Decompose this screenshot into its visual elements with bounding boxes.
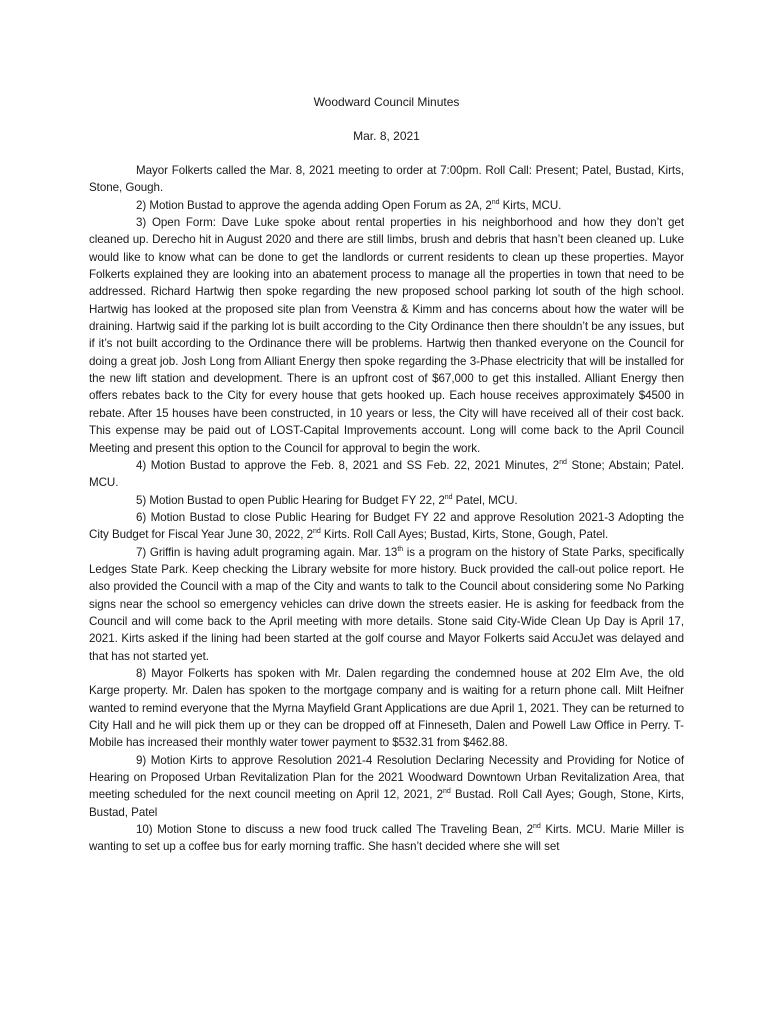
minutes-paragraph: 8) Mayor Folkerts has spoken with Mr. Dalen regarding the condemned house at 202 Elm Ave, the old Karge property. Mr. Dalen has spoken to the mortgage company and is waiting for a return phone call. Milt Heifner wanted to remind everyone that the Myrna Mayfield Grant Applications are due April 1, 2021. They can be returned to City Hall and he will pick them up or they can be dropped off at Finneseth, Dalen and Powell Law Office in Perry. T-Mobile has increased their monthly water tower payment to $532.31 from $462.88. — [89, 666, 684, 750]
paragraph-text: Kirts, MCU. — [499, 198, 562, 212]
ordinal-suffix: nd — [313, 528, 321, 536]
paragraph-text: 4) Motion Bustad to approve the Feb. 8, 2021 and SS Feb. 22, 2021 Minutes, 2 — [136, 458, 560, 472]
ordinal-suffix: nd — [559, 458, 567, 466]
paragraph-text: 2) Motion Bustad to approve the agenda adding Open Forum as 2A, 2 — [136, 198, 492, 212]
meeting-date: Mar. 8, 2021 — [353, 129, 420, 143]
minutes-body — [89, 162, 684, 856]
minutes-paragraph — [89, 492, 684, 509]
document-title: Woodward Council Minutes — [313, 95, 460, 109]
paragraph-text: Stone; Abstain; Patel. MCU. — [89, 458, 684, 490]
minutes-paragraph: Mayor Folkerts called the Mar. 8, 2021 meeting to order at 7:00pm. Roll Call: Present; Patel, Bustad, Kirts, Stone, Gough. — [89, 164, 684, 195]
paragraph-text: 5) Motion Bustad to open Public Hearing for Budget FY 22, 2 — [136, 493, 445, 507]
ordinal-suffix: nd — [444, 493, 453, 501]
minutes-paragraph — [89, 457, 684, 492]
paragraph-text: Bustad. Roll Call Ayes; Gough, Stone, Kirts, Bustad, Patel — [89, 788, 684, 819]
paragraph-text: Patel, MCU. — [452, 493, 518, 507]
minutes-paragraph — [89, 544, 684, 665]
paragraph-text: 10) Motion Stone to discuss a new food truck called The Traveling Bean, 2 — [136, 823, 534, 837]
paragraph-text: 9) Motion Kirts to approve Resolution 2021-4 Resolution Declaring Necessity and Providing for Notice of Hearing on Proposed Urban Revitalization Plan for the 2021 Woodward Downtown Urban Revitalization Area, that meeting scheduled for the next council meeting on April 12, 2021, 2 — [89, 753, 684, 802]
ordinal-suffix: nd — [533, 823, 541, 831]
paragraph-text: Kirts. MCU. Marie Miller is wanting to set up a coffee bus for early morning traffic. She hasn’t decided where she will set — [89, 823, 684, 854]
minutes-paragraph — [89, 821, 684, 856]
paragraph-text: 7) Griffin is having adult programing again. Mar. 13 — [136, 545, 398, 559]
ordinal-suffix: th — [397, 545, 404, 553]
minutes-paragraph: 3) Open Form: Dave Luke spoke about rental properties in his neighborhood and how they don’t get cleaned up. Derecho hit in August 2020 and there are still limbs, brush and debris that hasn’t been cleaned up. Luke would like to know what can be done to get the landlords or current residents to clean up these properties. Mayor Folkerts explained they are looking into an abatement process to manage all the properties in town that need to be addressed. Richard Hartwig then spoke regarding the new proposed school parking lot south of the high school. Hartwig has looked at the proposed site plan from Veenstra & Kimm and has concerns about how the water will be draining. Hartwig said if the parking lot is built according to the City Ordinance then there shouldn’t be any issues, but if it’s not built according to the Ordinance there will be problems. Hartwig then thanked everyone on the Council for doing a great job. Josh Long from Alliant Energy then spoke regarding the 3-Phase electricity that will be installed for the new lift station and development. There is an upfront cost of $67,000 to get this installed. Alliant Energy then offers rebates back to the City for every house that gets hooked up. Each house receives approximately $4500 in rebate. After 15 houses have been constructed, in 10 years or less, the City will have received all of their cost back. This expense may be paid out of LOST-Capital Improvements account. Long will come back to the April Council Meeting and present this option to the Council for approval to begin the work. — [89, 216, 684, 455]
ordinal-suffix: nd — [443, 788, 451, 796]
minutes-paragraph — [89, 197, 684, 214]
paragraph-text: is a program on the history of State Parks, specifically Ledges State Park. Keep checking the Library website for more history. Buck provided the call-out police report. He also provided the Council with a map of the City and wants to talk to the Council about considering some No Parking signs near the school so emergency vehicles can drive down the streets easier. He is asking for feedback from the Council and will come back to the April meeting with more details. Stone said City-Wide Clean Up Day is April 17, 2021. Kirts asked if the lining had been started at the golf course and Mayor Folkerts said AccuJet was delayed and that has not started yet. — [89, 545, 684, 663]
minutes-paragraph — [89, 509, 684, 544]
minutes-paragraph — [89, 752, 684, 821]
paragraph-text: Kirts. Roll Call Ayes; Bustad, Kirts, Stone, Gough, Patel. — [320, 528, 609, 542]
ordinal-suffix: nd — [491, 198, 500, 206]
paragraph-text: 6) Motion Bustad to close Public Hearing for Budget FY 22 and approve Resolution 2021-3 Adopting the City Budget for Fiscal Year June 30, 2022, 2 — [89, 510, 684, 542]
